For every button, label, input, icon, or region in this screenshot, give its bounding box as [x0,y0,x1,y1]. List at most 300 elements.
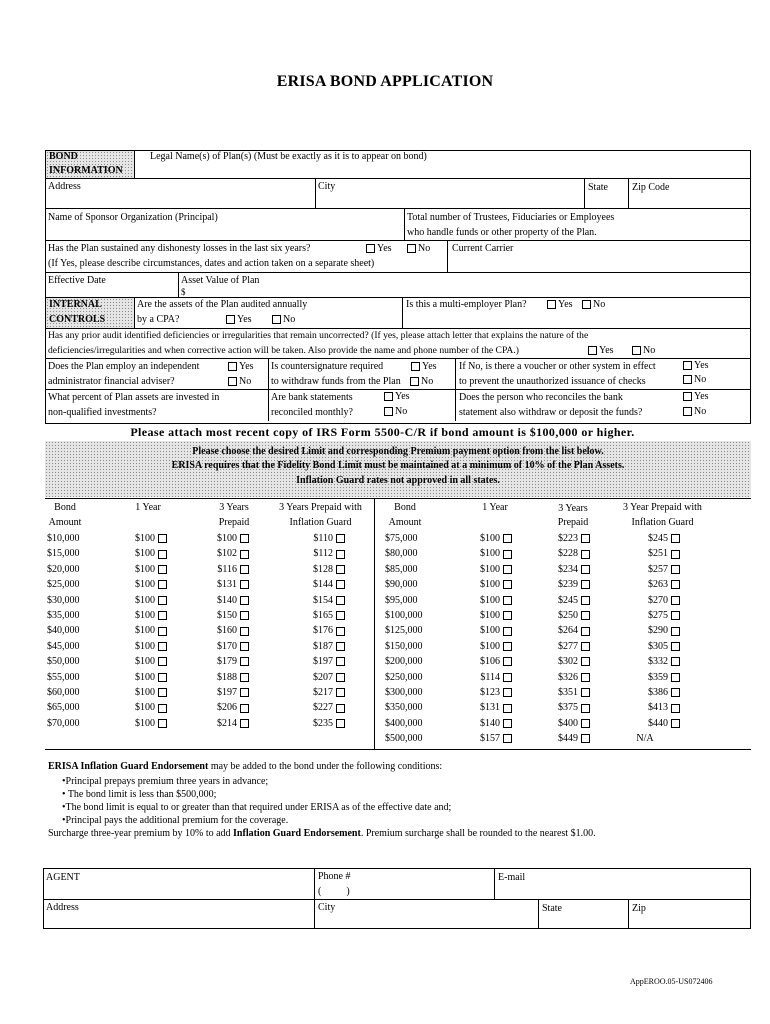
right-one-year-rate-cell[interactable] [470,702,512,714]
left-inflation-guard-rate-cell[interactable] [295,610,345,622]
bond-info-label-1: BOND [49,151,78,162]
checkbox-icon [226,315,235,324]
rate-option-checkbox[interactable] [581,673,590,682]
left-inflation-guard-rate-cell[interactable] [295,533,345,545]
right-one-year-rate-cell[interactable] [470,548,512,560]
voucher-question-2: to prevent the unauthorized issuance of checks [459,376,646,387]
rate-value: $197 [313,656,333,668]
rate-option-checkbox[interactable] [671,627,680,636]
rate-option-checkbox[interactable] [158,688,167,697]
rate-option-checkbox[interactable] [336,719,345,728]
phone-field[interactable]: Phone # [318,871,351,882]
rate-value: $250 [558,610,578,621]
sponsor-field[interactable]: Name of Sponsor Organization (Principal) [48,212,218,223]
left-three-year-prepaid-rate-cell[interactable] [209,672,249,684]
multi-employer-yes-checkbox[interactable]: Yes [547,299,573,311]
rate-value: $65,000 [47,702,80,714]
rate-option-checkbox[interactable] [240,550,249,559]
left-one-year-rate-cell[interactable] [123,548,167,560]
rate-option-checkbox[interactable] [671,657,680,666]
rate-option-checkbox[interactable] [240,642,249,651]
rate-option-checkbox[interactable] [336,657,345,666]
rate-value: $100 [480,548,500,560]
right-one-year-rate-cell[interactable] [470,687,512,699]
rate-option-checkbox[interactable] [240,580,249,589]
nonqualified-question: What percent of Plan assets are invested in [48,392,220,403]
right-one-year-rate-cell[interactable] [470,641,512,653]
left-three-year-prepaid-rate-cell[interactable] [209,564,249,576]
checkbox-icon [228,362,237,371]
rate-option-checkbox[interactable] [240,673,249,682]
asset-value-field[interactable]: Asset Value of Plan [181,275,260,286]
voucher-yes-checkbox[interactable]: Yes [683,360,709,372]
page-title: ERISA BOND APPLICATION [276,73,494,90]
rate-value: $100 [480,610,500,621]
deficiencies-question-2: deficiencies/irregularities and when corrective action will be taken. Also provide the name and phone number of the CPA.) [48,345,519,356]
header-prepaid-left: Prepaid [218,517,250,528]
right-bond-amount-cell [385,641,435,653]
rate-option-checkbox[interactable] [671,719,680,728]
rate-option-checkbox[interactable] [503,657,512,666]
header-1-year-right: 1 Year [482,502,508,513]
rate-option-checkbox[interactable] [581,580,590,589]
left-bond-amount-cell [47,579,93,591]
rate-value: $179 [217,656,237,668]
losses-no-checkbox[interactable]: No [407,243,430,255]
independent-no-checkbox[interactable]: No [228,376,251,388]
rate-value: $263 [648,579,668,591]
left-one-year-rate-cell[interactable] [123,625,167,637]
left-three-year-prepaid-rate-cell[interactable] [209,641,249,653]
right-inflation-guard-rate-cell[interactable] [620,610,680,622]
left-three-year-prepaid-rate-cell[interactable] [209,656,249,668]
checkbox-icon [683,361,692,370]
rate-option-checkbox[interactable] [240,611,249,620]
reconciler-no-checkbox[interactable]: No [683,406,706,418]
rate-value: $326 [558,671,578,683]
agent-field[interactable]: AGENT [46,872,80,883]
independent-admin-question-2: administrator financial adviser? [48,376,175,387]
rate-option-checkbox[interactable] [503,596,512,605]
right-inflation-guard-rate-cell[interactable] [620,533,680,545]
rate-option-checkbox[interactable] [158,550,167,559]
state-field[interactable]: State [588,182,608,193]
losses-yes-checkbox[interactable]: Yes [366,243,392,255]
rate-option-checkbox[interactable] [671,642,680,651]
left-bond-amount-cell [47,687,93,699]
rate-option-checkbox[interactable] [671,673,680,682]
right-one-year-rate-cell[interactable] [470,564,512,576]
rate-value: $100 [135,563,155,575]
left-one-year-rate-cell[interactable] [123,656,167,668]
checkbox-icon [410,377,419,386]
rate-value: $35,000 [47,610,80,621]
multi-employer-no-checkbox[interactable]: No [582,299,605,311]
independent-admin-question: Does the Plan employ an independent [48,361,200,372]
rate-value: $170 [217,640,237,652]
left-one-year-rate-cell[interactable] [123,533,167,545]
rate-option-checkbox[interactable] [336,596,345,605]
checkbox-icon [683,392,692,401]
right-inflation-guard-rate-cell[interactable] [620,548,680,560]
left-three-year-prepaid-rate-cell[interactable] [209,702,249,714]
attach-notice: Please attach most recent copy of IRS Form 5500-C/R if bond amount is $100,000 or higher. [130,425,635,439]
rate-option-checkbox[interactable] [503,580,512,589]
right-bond-amount-cell [385,672,435,684]
right-three-year-prepaid-rate-cell[interactable] [548,548,590,560]
right-one-year-rate-cell[interactable] [470,610,512,622]
left-one-year-rate-cell[interactable] [123,595,167,607]
checkbox-icon [547,300,556,309]
right-one-year-rate-cell[interactable] [470,672,512,684]
endorsement-intro [48,761,442,773]
endorsement-intro-text: may be added to the bond under the following conditions: [208,761,443,772]
reconciled-no-checkbox[interactable]: No [384,406,407,418]
zip-code-field[interactable]: Zip Code [632,182,670,193]
left-three-year-prepaid-rate-cell[interactable] [209,687,249,699]
left-inflation-guard-rate-cell[interactable] [295,687,345,699]
rate-option-checkbox[interactable] [503,734,512,743]
rate-value: $270 [648,594,668,606]
right-inflation-guard-rate-cell[interactable] [620,656,680,668]
rate-option-checkbox[interactable] [158,719,167,728]
rate-option-checkbox[interactable] [503,673,512,682]
rate-value: $300,000 [385,687,423,698]
endorsement-bullet-1: •Principal prepays premium three years in advance; [62,776,269,787]
left-three-year-prepaid-rate-cell[interactable] [209,579,249,591]
rate-option-checkbox[interactable] [336,550,345,559]
rate-option-checkbox[interactable] [671,580,680,589]
left-three-year-prepaid-rate-cell[interactable] [209,625,249,637]
rate-option-checkbox[interactable] [581,657,590,666]
left-inflation-guard-rate-cell[interactable] [295,579,345,591]
audit-yes-checkbox[interactable]: Yes [226,314,252,326]
rate-option-checkbox[interactable] [581,596,590,605]
rate-option-checkbox[interactable] [158,673,167,682]
right-bond-amount-cell [385,579,435,591]
rate-option-checkbox[interactable] [503,611,512,620]
current-carrier-field[interactable]: Current Carrier [452,243,514,254]
rate-value: $125,000 [385,625,423,637]
right-three-year-prepaid-rate-cell[interactable] [548,656,590,668]
multi-employer-question: Is this a multi-employer Plan? [406,299,527,310]
trustees-count-field[interactable]: Total number of Trustees, Fiduciaries or Employees [407,212,615,223]
right-inflation-guard-rate-cell[interactable] [620,687,680,699]
rate-value: $235 [313,717,333,729]
right-inflation-guard-rate-cell[interactable] [620,625,680,637]
rate-option-checkbox[interactable] [503,642,512,651]
rate-value: $106 [480,656,500,668]
right-inflation-guard-rate-cell[interactable] [620,595,680,607]
rate-value: $95,000 [385,594,418,606]
rate-option-checkbox[interactable] [581,734,590,743]
rate-value: $100 [135,610,155,621]
rate-option-checkbox[interactable] [240,657,249,666]
rate-value: $40,000 [47,625,80,637]
right-inflation-guard-rate-cell[interactable] [620,579,680,591]
right-inflation-guard-rate-cell[interactable] [620,672,680,684]
rate-option-checkbox[interactable] [503,565,512,574]
left-bond-amount-cell [47,718,93,730]
legal-name-field[interactable]: Legal Name(s) of Plan(s) (Must be exactly as it is to appear on bond) [150,151,427,162]
left-three-year-prepaid-rate-cell[interactable] [209,533,249,545]
independent-yes-checkbox[interactable]: Yes [228,361,254,373]
rate-option-checkbox[interactable] [503,627,512,636]
rate-option-checkbox[interactable] [581,534,590,543]
rate-option-checkbox[interactable] [671,550,680,559]
rate-option-checkbox[interactable] [240,627,249,636]
rate-value: $239 [558,579,578,591]
email-field[interactable]: E-mail [498,872,526,883]
rate-option-checkbox[interactable] [158,534,167,543]
right-three-year-prepaid-rate-cell[interactable] [548,718,590,730]
rate-value: $223 [558,533,578,544]
rate-option-checkbox[interactable] [240,596,249,605]
rate-option-checkbox[interactable] [336,704,345,713]
rate-value: $500,000 [385,733,423,745]
rate-option-checkbox[interactable] [503,719,512,728]
right-three-year-prepaid-rate-cell[interactable] [548,641,590,653]
right-inflation-guard-rate-cell[interactable] [620,641,680,653]
rate-option-checkbox[interactable] [158,596,167,605]
rate-option-checkbox[interactable] [671,596,680,605]
rate-option-checkbox[interactable] [240,719,249,728]
checkbox-icon [384,407,393,416]
rate-option-checkbox[interactable] [240,704,249,713]
agent-address-field[interactable]: Address [46,902,79,913]
left-three-year-prepaid-rate-cell[interactable] [209,595,249,607]
left-one-year-rate-cell[interactable] [123,564,167,576]
rate-option-checkbox[interactable] [671,704,680,713]
left-bond-amount-cell [47,548,93,560]
right-bond-amount-cell [385,548,435,560]
left-inflation-guard-rate-cell[interactable] [295,672,345,684]
right-one-year-rate-cell[interactable] [470,533,512,545]
right-inflation-guard-rate-cell[interactable] [620,718,680,730]
rate-value: $217 [313,687,333,698]
nonqualified-question-2: non-qualified investments? [48,407,157,418]
left-three-year-prepaid-rate-cell[interactable] [209,718,249,730]
left-one-year-rate-cell[interactable] [123,641,167,653]
right-three-year-prepaid-rate-cell[interactable] [548,533,590,545]
rate-value: $197 [217,687,237,698]
right-three-year-prepaid-rate-cell[interactable] [548,579,590,591]
rate-option-checkbox[interactable] [581,627,590,636]
rate-value: $110 [313,533,333,544]
asset-value-dollar: $ [181,287,186,297]
rate-value: $245 [648,533,668,544]
rate-option-checkbox[interactable] [503,550,512,559]
countersign-no-checkbox[interactable]: No [410,376,433,388]
right-bond-amount-cell [385,564,435,576]
agent-zip-field[interactable]: Zip [632,903,646,914]
rate-option-checkbox[interactable] [158,642,167,651]
rate-option-checkbox[interactable] [336,688,345,697]
rate-value: $207 [313,671,333,683]
rate-option-checkbox[interactable] [336,534,345,543]
rate-value: $30,000 [47,594,80,606]
checkbox-icon [366,244,375,253]
right-one-year-rate-cell[interactable] [470,625,512,637]
right-one-year-rate-cell[interactable] [470,718,512,730]
left-one-year-rate-cell[interactable] [123,687,167,699]
left-inflation-guard-rate-cell[interactable] [295,656,345,668]
rate-value: $176 [313,625,333,637]
rate-value: $100 [217,533,237,544]
rate-option-checkbox[interactable] [581,704,590,713]
rate-option-checkbox[interactable] [671,565,680,574]
checkbox-icon [411,362,420,371]
left-inflation-guard-rate-cell[interactable] [295,625,345,637]
rate-option-checkbox[interactable] [158,627,167,636]
rate-option-checkbox[interactable] [581,550,590,559]
effective-date-field[interactable]: Effective Date [48,275,106,286]
rate-value: $157 [480,733,500,745]
rate-option-checkbox[interactable] [158,611,167,620]
rate-option-checkbox[interactable] [336,627,345,636]
rate-option-checkbox[interactable] [240,565,249,574]
rate-value: $154 [313,594,333,606]
losses-question: Has the Plan sustained any dishonesty losses in the last six years? [48,243,311,254]
rate-value: $144 [313,579,333,591]
losses-note: (If Yes, please describe circumstances, dates and action taken on a separate sheet) [48,258,375,269]
rate-option-checkbox[interactable] [158,565,167,574]
right-bond-amount-cell [385,533,435,545]
rate-value: $302 [558,656,578,668]
left-inflation-guard-rate-cell[interactable] [295,702,345,714]
rate-option-checkbox[interactable] [503,534,512,543]
rate-option-checkbox[interactable] [336,673,345,682]
rate-option-checkbox[interactable] [671,534,680,543]
checkbox-icon [683,375,692,384]
city-field[interactable]: City [318,181,336,192]
rate-value: $100 [480,625,500,637]
voucher-no-checkbox[interactable]: No [683,374,706,386]
rate-option-checkbox[interactable] [581,611,590,620]
rate-value: $386 [648,687,668,698]
right-three-year-prepaid-rate-cell[interactable] [548,595,590,607]
rate-option-checkbox[interactable] [671,688,680,697]
rate-value: $140 [217,594,237,606]
rate-option-checkbox[interactable] [671,611,680,620]
header-3-years-right: 3 Years [558,503,588,514]
checkbox-icon [407,244,416,253]
rate-option-checkbox[interactable] [336,642,345,651]
rate-option-checkbox[interactable] [581,688,590,697]
left-one-year-rate-cell[interactable] [123,610,167,622]
rate-value: $90,000 [385,579,418,591]
rate-value: $332 [648,656,668,668]
right-one-year-rate-cell[interactable] [470,579,512,591]
right-three-year-prepaid-rate-cell[interactable] [548,733,590,745]
rate-value: $50,000 [47,656,80,668]
rate-option-checkbox[interactable] [158,580,167,589]
left-inflation-guard-rate-cell[interactable] [295,595,345,607]
left-bond-amount-cell [47,656,93,668]
rate-option-checkbox[interactable] [581,642,590,651]
left-inflation-guard-rate-cell[interactable] [295,564,345,576]
agent-state-field[interactable]: State [542,903,562,914]
deficiencies-no-checkbox[interactable]: No [632,345,655,357]
rate-value: $100 [480,579,500,591]
checkbox-icon [588,346,597,355]
rate-value: $100 [135,640,155,652]
right-three-year-prepaid-rate-cell[interactable] [548,610,590,622]
rate-value: $206 [217,702,237,714]
rate-option-checkbox[interactable] [581,565,590,574]
left-one-year-rate-cell[interactable] [123,672,167,684]
rate-option-checkbox[interactable] [336,611,345,620]
rate-value: $20,000 [47,563,80,575]
right-three-year-prepaid-rate-cell[interactable] [548,625,590,637]
rate-option-checkbox[interactable] [240,534,249,543]
left-one-year-rate-cell[interactable] [123,718,167,730]
rate-value: $100 [135,656,155,668]
rate-option-checkbox[interactable] [503,688,512,697]
left-three-year-prepaid-rate-cell[interactable] [209,610,249,622]
left-bond-amount-cell [47,533,93,545]
left-bond-amount-cell [47,595,93,607]
right-one-year-rate-cell[interactable] [470,595,512,607]
address-field[interactable]: Address [48,181,81,192]
rate-option-checkbox[interactable] [240,688,249,697]
left-three-year-prepaid-rate-cell[interactable] [209,548,249,560]
right-inflation-guard-rate-cell[interactable] [620,564,680,576]
rate-value: $400,000 [385,717,423,729]
right-one-year-rate-cell[interactable] [470,656,512,668]
voucher-question: If No, is there a voucher or other system in effect [459,361,656,372]
right-inflation-guard-rate-cell [620,733,670,745]
rate-value: $100 [480,640,500,652]
agent-city-field[interactable]: City [318,902,336,913]
rate-option-checkbox[interactable] [336,565,345,574]
left-one-year-rate-cell[interactable] [123,702,167,714]
rate-value: $10,000 [47,533,80,544]
left-inflation-guard-rate-cell[interactable] [295,548,345,560]
audit-no-checkbox[interactable]: No [272,314,295,326]
checkbox-icon [272,315,281,324]
rate-option-checkbox[interactable] [336,580,345,589]
left-inflation-guard-rate-cell[interactable] [295,718,345,730]
rate-option-checkbox[interactable] [503,704,512,713]
rate-option-checkbox[interactable] [158,704,167,713]
right-inflation-guard-rate-cell[interactable] [620,702,680,714]
checkbox-icon [582,300,591,309]
right-three-year-prepaid-rate-cell[interactable] [548,672,590,684]
reconciler-yes-checkbox[interactable]: Yes [683,391,709,403]
reconciled-question-2: reconciled monthly? [271,407,353,418]
right-three-year-prepaid-rate-cell[interactable] [548,564,590,576]
reconciled-yes-checkbox[interactable]: Yes [384,391,410,403]
rate-option-checkbox[interactable] [581,719,590,728]
left-inflation-guard-rate-cell[interactable] [295,641,345,653]
right-bond-amount-cell [385,687,435,699]
phone-area-code[interactable]: ( ) [318,886,350,897]
rate-value: $290 [648,625,668,637]
rate-value: $55,000 [47,671,80,683]
rate-value: $116 [217,563,237,575]
right-three-year-prepaid-rate-cell[interactable] [548,702,590,714]
deficiencies-yes-checkbox[interactable]: Yes [588,345,614,357]
countersign-yes-checkbox[interactable]: Yes [411,361,437,373]
rate-value: $449 [558,733,578,745]
left-bond-amount-cell [47,564,93,576]
rate-option-checkbox[interactable] [158,657,167,666]
left-one-year-rate-cell[interactable] [123,579,167,591]
right-one-year-rate-cell[interactable] [470,733,512,745]
right-three-year-prepaid-rate-cell[interactable] [548,687,590,699]
rate-value: $100 [135,548,155,560]
